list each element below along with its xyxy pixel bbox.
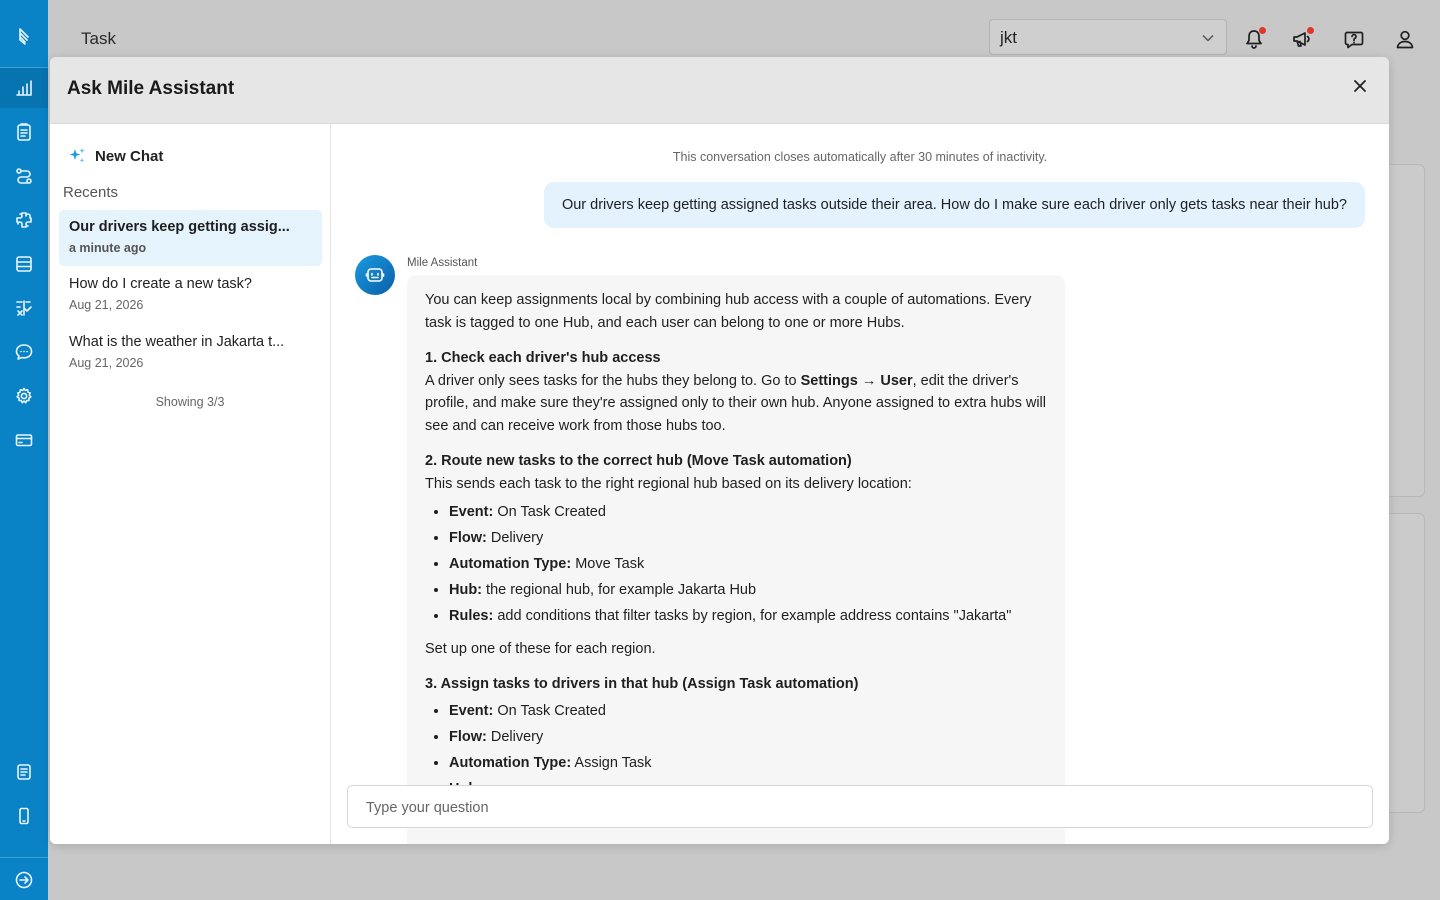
recent-chat-date: Aug 21, 2026 bbox=[69, 356, 144, 370]
hub-select-value: jkt bbox=[1000, 28, 1017, 47]
mobile-icon[interactable] bbox=[12, 804, 36, 828]
recents-heading: Recents bbox=[63, 184, 119, 201]
hub-select[interactable] bbox=[989, 19, 1227, 55]
list-item bbox=[449, 605, 1047, 628]
bot-icon bbox=[364, 264, 386, 286]
user-message-bubble: Our drivers keep getting assigned tasks outside their area. How do I make sure each driver only gets tasks near their hub? bbox=[544, 182, 1365, 228]
step-heading: 2. Route new tasks to the correct hub (Move Task automation) bbox=[425, 453, 852, 469]
app-sidebar bbox=[0, 0, 48, 900]
step-heading: 1. Check each driver's hub access bbox=[425, 350, 661, 366]
page-title: Task bbox=[81, 29, 116, 48]
database-icon[interactable] bbox=[12, 252, 36, 276]
chevron-down-icon bbox=[1202, 33, 1214, 43]
step-text: A driver only sees tasks for the hubs they belong to. Go to bbox=[425, 372, 801, 389]
list-key: Flow: bbox=[449, 728, 487, 745]
list-key: Automation Type: bbox=[449, 754, 572, 771]
close-icon[interactable] bbox=[1351, 77, 1369, 95]
list-item bbox=[449, 752, 1047, 775]
recent-chat-item[interactable] bbox=[59, 325, 322, 381]
chat-history-panel bbox=[50, 124, 331, 844]
logout-icon[interactable] bbox=[12, 868, 36, 892]
notification-dot bbox=[1259, 27, 1266, 34]
recent-chat-title: What is the weather in Jakarta t... bbox=[69, 334, 285, 350]
tasks-icon[interactable] bbox=[12, 120, 36, 144]
settings-path: Settings → User bbox=[800, 372, 913, 389]
list-value: Delivery bbox=[486, 530, 544, 546]
list-value: the regional hub, for example Jakarta Hub bbox=[482, 582, 757, 598]
list-item bbox=[449, 579, 1047, 602]
assistant-name: Mile Assistant bbox=[407, 257, 478, 269]
assistant-message-bubble bbox=[407, 275, 1065, 844]
assistant-modal bbox=[50, 57, 1389, 844]
modal-title: Ask Mile Assistant bbox=[67, 78, 235, 99]
question-input[interactable] bbox=[364, 786, 1358, 829]
list-key: Automation Type: bbox=[449, 556, 572, 572]
inactivity-notice: This conversation closes automatically after 30 minutes of inactivity. bbox=[672, 150, 1048, 164]
notification-dot bbox=[1307, 27, 1314, 34]
step-list bbox=[425, 501, 1047, 628]
logo-icon[interactable] bbox=[12, 24, 36, 48]
question-input-box[interactable] bbox=[347, 785, 1373, 828]
recent-chat-date: Aug 21, 2026 bbox=[69, 298, 144, 312]
list-item bbox=[449, 501, 1047, 524]
list-value: Move Task bbox=[571, 556, 645, 572]
step-body bbox=[425, 370, 1047, 438]
recent-chat-title: How do I create a new task? bbox=[69, 276, 252, 292]
assistant-intro: You can keep assignments local by combining hub access with a couple of automations. Every task is tagged to one Hub, and each user can belong to one or more Hubs. bbox=[425, 292, 1032, 331]
routes-icon[interactable] bbox=[12, 164, 36, 188]
list-item bbox=[449, 527, 1047, 550]
list-key: Rules: bbox=[449, 608, 494, 624]
list-value: Assign Task bbox=[571, 754, 652, 771]
sparkle-icon bbox=[67, 146, 87, 166]
settings-icon[interactable] bbox=[12, 384, 36, 408]
recent-chat-item[interactable] bbox=[59, 210, 322, 266]
list-item bbox=[449, 726, 1047, 749]
user-icon[interactable] bbox=[1394, 28, 1416, 50]
chat-icon[interactable] bbox=[12, 340, 36, 364]
new-chat-label: New Chat bbox=[95, 147, 164, 165]
list-key: Hub: bbox=[449, 582, 483, 598]
new-chat-button[interactable] bbox=[67, 144, 163, 168]
step-body: This sends each task to the right regional hub based on its delivery location: bbox=[425, 475, 912, 492]
step-heading: 3. Assign tasks to drivers in that hub (Assign Task automation) bbox=[425, 676, 859, 692]
recent-chat-item[interactable] bbox=[59, 267, 322, 323]
recent-chat-date: a minute ago bbox=[69, 241, 147, 255]
list-value: Delivery bbox=[486, 728, 544, 745]
list-key: Event: bbox=[449, 504, 494, 520]
help-chat-icon[interactable] bbox=[1343, 28, 1365, 50]
list-key: Flow: bbox=[449, 530, 487, 546]
chat-conversation[interactable] bbox=[331, 124, 1389, 844]
list-value: add conditions that filter tasks by region, for example address contains "Jakarta" bbox=[493, 608, 1012, 624]
assistant-avatar bbox=[355, 255, 395, 295]
analytics-icon[interactable] bbox=[12, 76, 36, 100]
docs-icon[interactable] bbox=[12, 760, 36, 784]
integrations-icon[interactable] bbox=[12, 208, 36, 232]
list-item bbox=[449, 700, 1047, 723]
list-item bbox=[449, 553, 1047, 576]
recent-chat-title: Our drivers keep getting assig... bbox=[69, 219, 290, 235]
automation-icon[interactable] bbox=[12, 296, 36, 320]
bell-icon[interactable] bbox=[1243, 28, 1265, 50]
step-text: , edit the driver's profile, and make sure they're assigned only to their own hub. Anyone assigned to extra hubs will see and can receive work from those hubs too. bbox=[425, 372, 1046, 434]
modal-header bbox=[50, 57, 1389, 124]
step-note: Set up one of these for each region. bbox=[425, 640, 656, 657]
billing-icon[interactable] bbox=[12, 428, 36, 452]
megaphone-icon[interactable] bbox=[1291, 28, 1313, 50]
list-value: On Task Created bbox=[493, 702, 606, 719]
showing-count: Showing 3/3 bbox=[155, 395, 225, 409]
list-key: Event: bbox=[449, 702, 494, 719]
list-value: On Task Created bbox=[493, 504, 606, 520]
sidebar-divider bbox=[0, 857, 48, 858]
